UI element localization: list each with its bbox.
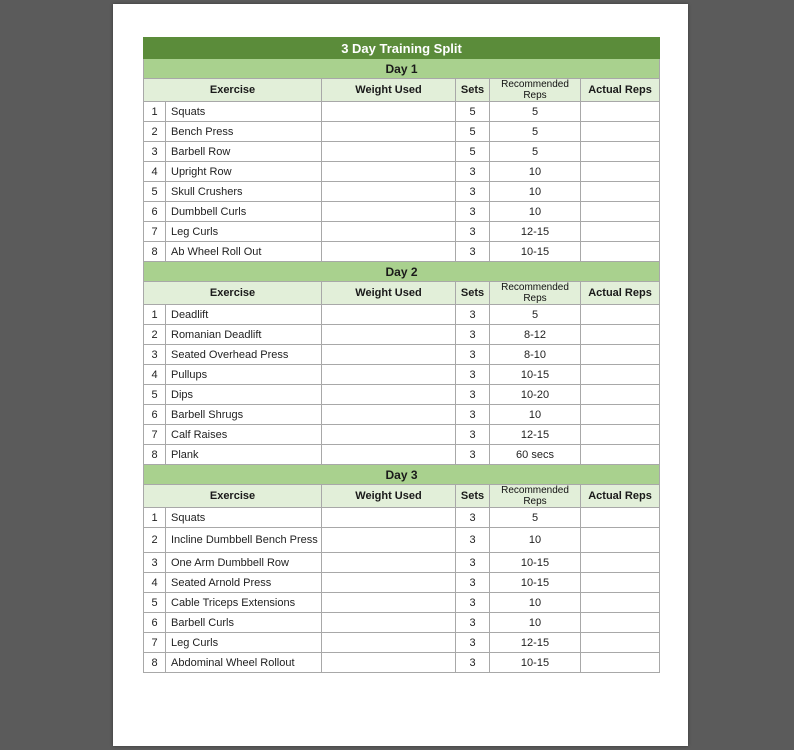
weight-used-cell[interactable] [322,202,456,222]
day-label: Day 2 [144,262,660,282]
col-header-exercise: Exercise [144,79,322,102]
col-header-sets: Sets [456,485,490,508]
table-row [144,385,660,405]
recommended-reps-value: 10-20 [490,385,581,405]
recommended-reps-value: 12-15 [490,222,581,242]
row-number: 4 [144,162,166,182]
recommended-reps-value: 5 [490,305,581,325]
actual-reps-cell[interactable] [581,162,660,182]
actual-reps-cell[interactable] [581,508,660,528]
row-number: 2 [144,325,166,345]
col-header-weight: Weight Used [322,282,456,305]
exercise-name: Barbell Shrugs [166,405,322,425]
row-number: 3 [144,345,166,365]
table-row [144,553,660,573]
actual-reps-cell[interactable] [581,365,660,385]
weight-used-cell[interactable] [322,508,456,528]
exercise-name: Leg Curls [166,222,322,242]
row-number: 6 [144,202,166,222]
actual-reps-cell[interactable] [581,553,660,573]
table-row [144,653,660,673]
sets-value: 3 [456,405,490,425]
sets-value: 3 [456,365,490,385]
exercise-name: Abdominal Wheel Rollout [166,653,322,673]
weight-used-cell[interactable] [322,222,456,242]
table-row [144,142,660,162]
exercise-name: One Arm Dumbbell Row [166,553,322,573]
sets-value: 5 [456,142,490,162]
sets-value: 3 [456,553,490,573]
document-page [113,4,688,746]
weight-used-cell[interactable] [322,365,456,385]
row-number: 7 [144,425,166,445]
column-header-row [144,485,660,508]
weight-used-cell[interactable] [322,182,456,202]
recommended-reps-value: 60 secs [490,445,581,465]
sets-value: 3 [456,445,490,465]
row-number: 7 [144,222,166,242]
actual-reps-cell[interactable] [581,222,660,242]
day-header-row [144,59,660,79]
sets-value: 3 [456,242,490,262]
weight-used-cell[interactable] [322,305,456,325]
recommended-reps-value: 5 [490,142,581,162]
weight-used-cell[interactable] [322,553,456,573]
sets-value: 3 [456,508,490,528]
recommended-reps-value: 10 [490,182,581,202]
actual-reps-cell[interactable] [581,573,660,593]
row-number: 2 [144,122,166,142]
sets-value: 3 [456,593,490,613]
table-row [144,633,660,653]
weight-used-cell[interactable] [322,385,456,405]
sets-value: 3 [456,345,490,365]
exercise-name: Barbell Curls [166,613,322,633]
exercise-name: Deadlift [166,305,322,325]
row-number: 8 [144,242,166,262]
row-number: 3 [144,553,166,573]
col-header-exercise: Exercise [144,485,322,508]
sets-value: 5 [456,122,490,142]
table-row [144,305,660,325]
actual-reps-cell[interactable] [581,425,660,445]
weight-used-cell[interactable] [322,345,456,365]
table-row [144,202,660,222]
exercise-name: Squats [166,102,322,122]
table-row [144,425,660,445]
sets-value: 3 [456,385,490,405]
sets-value: 3 [456,425,490,445]
weight-used-cell[interactable] [322,405,456,425]
recommended-reps-value: 10-15 [490,573,581,593]
exercise-name: Seated Overhead Press [166,345,322,365]
table-row [144,162,660,182]
exercise-name: Ab Wheel Roll Out [166,242,322,262]
day-label: Day 3 [144,465,660,485]
recommended-reps-value: 10 [490,405,581,425]
table-row [144,508,660,528]
weight-used-cell[interactable] [322,573,456,593]
row-number: 1 [144,305,166,325]
table-row [144,222,660,242]
table-row [144,325,660,345]
actual-reps-cell[interactable] [581,385,660,405]
col-header-weight: Weight Used [322,79,456,102]
table-title: 3 Day Training Split [144,38,660,59]
table-row [144,345,660,365]
recommended-reps-value: 8-10 [490,345,581,365]
col-header-actual: Actual Reps [581,282,660,305]
sets-value: 5 [456,102,490,122]
recommended-reps-value: 10 [490,528,581,553]
table-row [144,445,660,465]
exercise-name: Upright Row [166,162,322,182]
sets-value: 3 [456,182,490,202]
recommended-reps-value: 10 [490,593,581,613]
col-header-recommended: Recommended Reps [490,282,581,305]
weight-used-cell[interactable] [322,242,456,262]
exercise-name: Bench Press [166,122,322,142]
actual-reps-cell[interactable] [581,633,660,653]
exercise-name: Plank [166,445,322,465]
weight-used-cell[interactable] [322,613,456,633]
weight-used-cell[interactable] [322,162,456,182]
sets-value: 3 [456,653,490,673]
table-row [144,613,660,633]
table-row [144,182,660,202]
recommended-reps-value: 10 [490,613,581,633]
row-number: 5 [144,182,166,202]
recommended-reps-value: 10-15 [490,242,581,262]
actual-reps-cell[interactable] [581,405,660,425]
col-header-actual: Actual Reps [581,485,660,508]
sets-value: 3 [456,222,490,242]
actual-reps-cell[interactable] [581,325,660,345]
exercise-name: Skull Crushers [166,182,322,202]
weight-used-cell[interactable] [322,325,456,345]
exercise-name: Dips [166,385,322,405]
row-number: 1 [144,508,166,528]
day-header-row [144,262,660,282]
recommended-reps-value: 10-15 [490,553,581,573]
training-table [143,37,660,673]
row-number: 6 [144,405,166,425]
row-number: 4 [144,573,166,593]
actual-reps-cell[interactable] [581,528,660,553]
col-header-recommended: Recommended Reps [490,485,581,508]
exercise-name: Cable Triceps Extensions [166,593,322,613]
table-row [144,102,660,122]
row-number: 2 [144,528,166,553]
table-row [144,242,660,262]
recommended-reps-value: 12-15 [490,633,581,653]
exercise-name: Calf Raises [166,425,322,445]
sets-value: 3 [456,162,490,182]
col-header-recommended: Recommended Reps [490,79,581,102]
table-row [144,573,660,593]
actual-reps-cell[interactable] [581,593,660,613]
sets-value: 3 [456,613,490,633]
row-number: 6 [144,613,166,633]
recommended-reps-value: 10-15 [490,653,581,673]
sets-value: 3 [456,202,490,222]
col-header-sets: Sets [456,282,490,305]
weight-used-cell[interactable] [322,445,456,465]
table-row [144,365,660,385]
actual-reps-cell[interactable] [581,613,660,633]
exercise-name: Pullups [166,365,322,385]
col-header-sets: Sets [456,79,490,102]
weight-used-cell[interactable] [322,593,456,613]
row-number: 1 [144,102,166,122]
day-header-row [144,465,660,485]
sets-value: 3 [456,325,490,345]
row-number: 8 [144,653,166,673]
actual-reps-cell[interactable] [581,182,660,202]
exercise-name: Leg Curls [166,633,322,653]
column-header-row [144,79,660,102]
sets-value: 3 [456,633,490,653]
weight-used-cell[interactable] [322,425,456,445]
col-header-actual: Actual Reps [581,79,660,102]
actual-reps-cell[interactable] [581,202,660,222]
sets-value: 3 [456,573,490,593]
row-number: 5 [144,593,166,613]
actual-reps-cell[interactable] [581,345,660,365]
exercise-name: Romanian Deadlift [166,325,322,345]
table-row [144,593,660,613]
sets-value: 3 [456,305,490,325]
row-number: 5 [144,385,166,405]
weight-used-cell[interactable] [322,528,456,553]
table-row [144,405,660,425]
actual-reps-cell[interactable] [581,242,660,262]
weight-used-cell[interactable] [322,102,456,122]
table-title-row [144,38,660,59]
recommended-reps-value: 10 [490,162,581,182]
actual-reps-cell[interactable] [581,305,660,325]
exercise-name: Seated Arnold Press [166,573,322,593]
col-header-exercise: Exercise [144,282,322,305]
day-label: Day 1 [144,59,660,79]
actual-reps-cell[interactable] [581,142,660,162]
exercise-name: Incline Dumbbell Bench Press [166,528,322,553]
col-header-weight: Weight Used [322,485,456,508]
row-number: 8 [144,445,166,465]
actual-reps-cell[interactable] [581,445,660,465]
weight-used-cell[interactable] [322,142,456,162]
weight-used-cell[interactable] [322,653,456,673]
recommended-reps-value: 5 [490,508,581,528]
recommended-reps-value: 5 [490,102,581,122]
exercise-name: Barbell Row [166,142,322,162]
row-number: 3 [144,142,166,162]
recommended-reps-value: 10-15 [490,365,581,385]
actual-reps-cell[interactable] [581,653,660,673]
recommended-reps-value: 12-15 [490,425,581,445]
column-header-row [144,282,660,305]
recommended-reps-value: 5 [490,122,581,142]
table-row [144,528,660,553]
weight-used-cell[interactable] [322,122,456,142]
actual-reps-cell[interactable] [581,122,660,142]
exercise-name: Squats [166,508,322,528]
row-number: 4 [144,365,166,385]
actual-reps-cell[interactable] [581,102,660,122]
exercise-name: Dumbbell Curls [166,202,322,222]
row-number: 7 [144,633,166,653]
weight-used-cell[interactable] [322,633,456,653]
table-row [144,122,660,142]
recommended-reps-value: 8-12 [490,325,581,345]
sets-value: 3 [456,528,490,553]
recommended-reps-value: 10 [490,202,581,222]
